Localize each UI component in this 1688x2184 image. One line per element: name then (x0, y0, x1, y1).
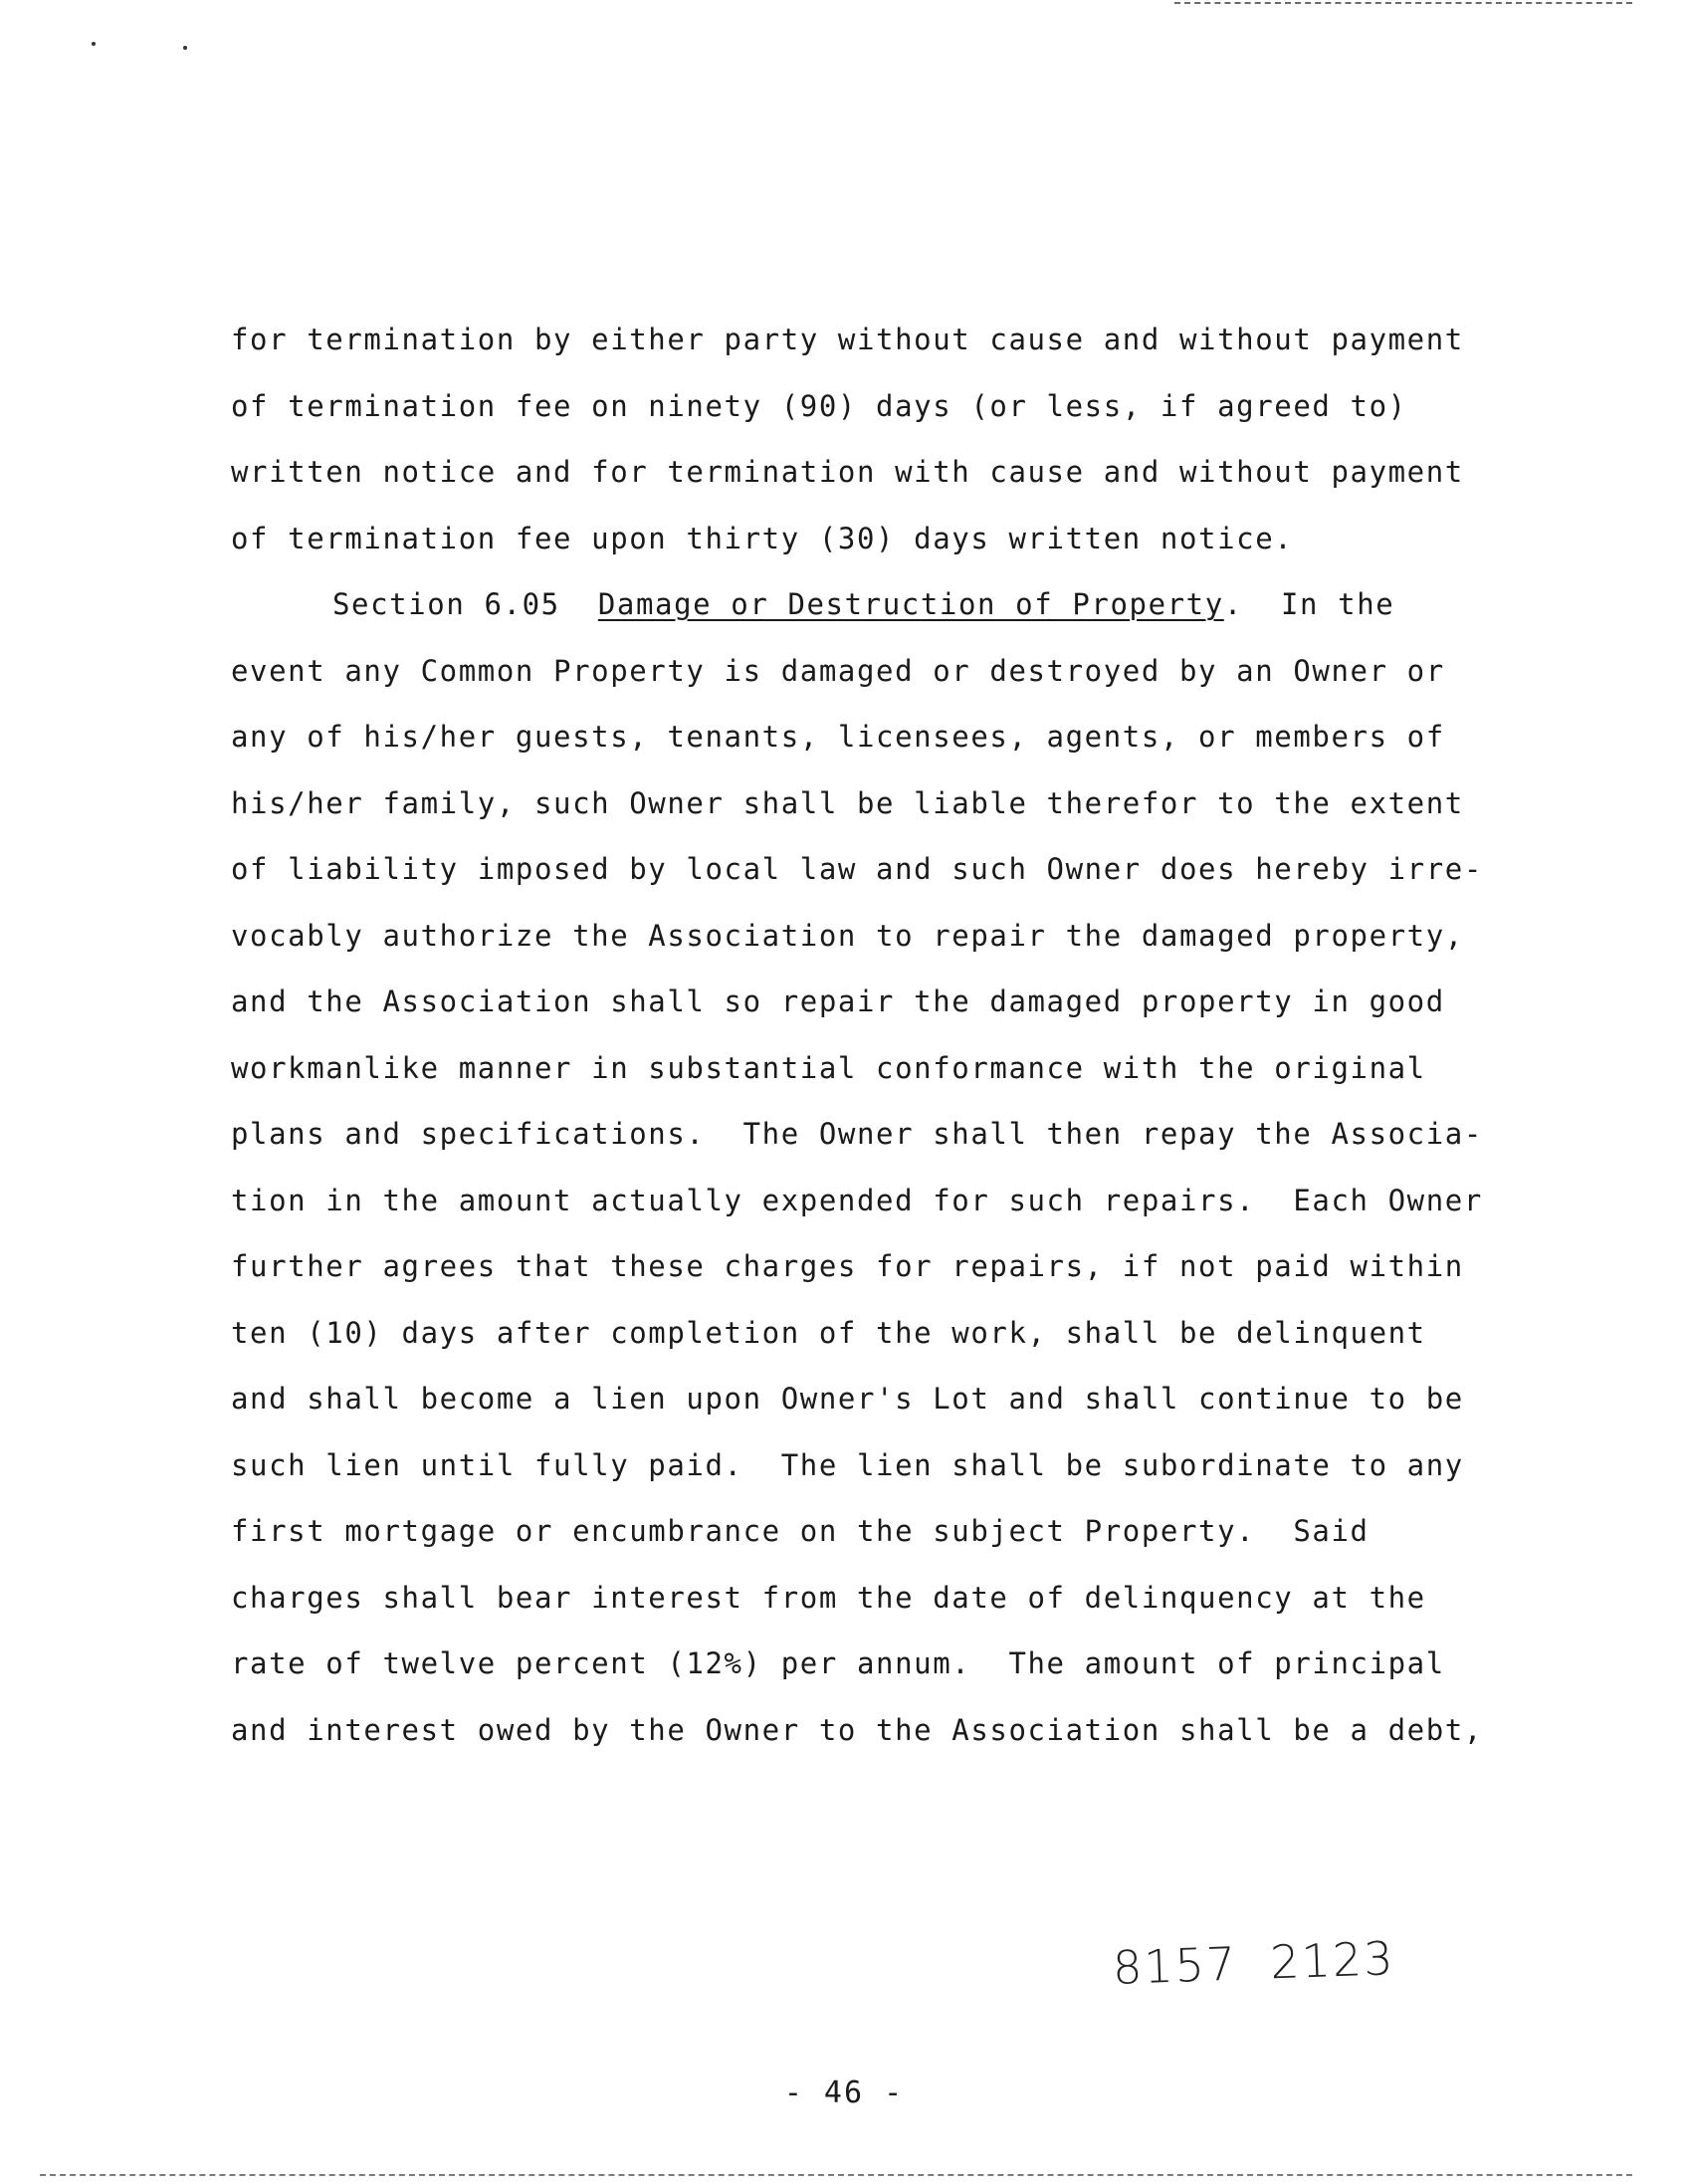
text-line: his/her family, such Owner shall be liable therefor to the extent (231, 785, 1464, 820)
text-line: vocably authorize the Association to repair the damaged property, (231, 918, 1464, 953)
section-heading-line (231, 571, 1575, 638)
section-number: Section 6.05 (332, 587, 560, 621)
section-heading: Damage or Destruction of Property (597, 587, 1224, 621)
text-line: any of his/her guests, tenants, licensees, agents, or members of (231, 720, 1445, 754)
text-line: further agrees that these charges for repairs, if not paid within (231, 1249, 1464, 1283)
page-number: - 46 - (783, 2075, 905, 2110)
text-line: workmanlike manner in substantial conformance with the original (231, 1050, 1426, 1085)
text-line: ten (10) days after completion of the work, shall be delinquent (231, 1315, 1426, 1350)
text-line: and shall become a lien upon Owner's Lot and shall continue to be (231, 1382, 1464, 1416)
recording-stamp: 8157 2123 (1112, 1931, 1396, 1995)
text-line: and interest owed by the Owner to the Association shall be a debt, (231, 1712, 1483, 1747)
text-line: written notice and for termination with cause and without payment (231, 455, 1464, 489)
text-line: tion in the amount actually expended for such repairs. Each Owner (231, 1183, 1483, 1217)
text-line: of termination fee on ninety (90) days (or less, if agreed to) (231, 388, 1407, 423)
text-line: first mortgage or encumbrance on the subject Property. Said (231, 1514, 1370, 1548)
text-line: plans and specifications. The Owner shall then repay the Associa- (231, 1117, 1483, 1151)
text-line: charges shall bear interest from the date of delinquency at the (231, 1580, 1426, 1615)
scan-artifact-top (1174, 2, 1632, 4)
text-line: and the Association shall so repair the damaged property in good (231, 984, 1445, 1018)
text-line: of termination fee upon thirty (30) days written notice. (231, 521, 1294, 555)
scan-artifact-bottom (40, 2174, 1632, 2176)
section-heading-rest: . In the (1223, 587, 1395, 621)
body-text (231, 307, 1575, 1763)
text-line: event any Common Property is damaged or destroyed by an Owner or (231, 653, 1445, 688)
text-line: rate of twelve percent (12%) per annum. The amount of principal (231, 1646, 1445, 1680)
scan-speck (92, 42, 96, 46)
text-line: of liability imposed by local law and such Owner does hereby irre- (231, 852, 1483, 886)
text-line: for termination by either party without cause and without payment (231, 323, 1464, 356)
scan-speck (183, 46, 187, 50)
text-line: such lien until fully paid. The lien shall be subordinate to any (231, 1447, 1464, 1482)
